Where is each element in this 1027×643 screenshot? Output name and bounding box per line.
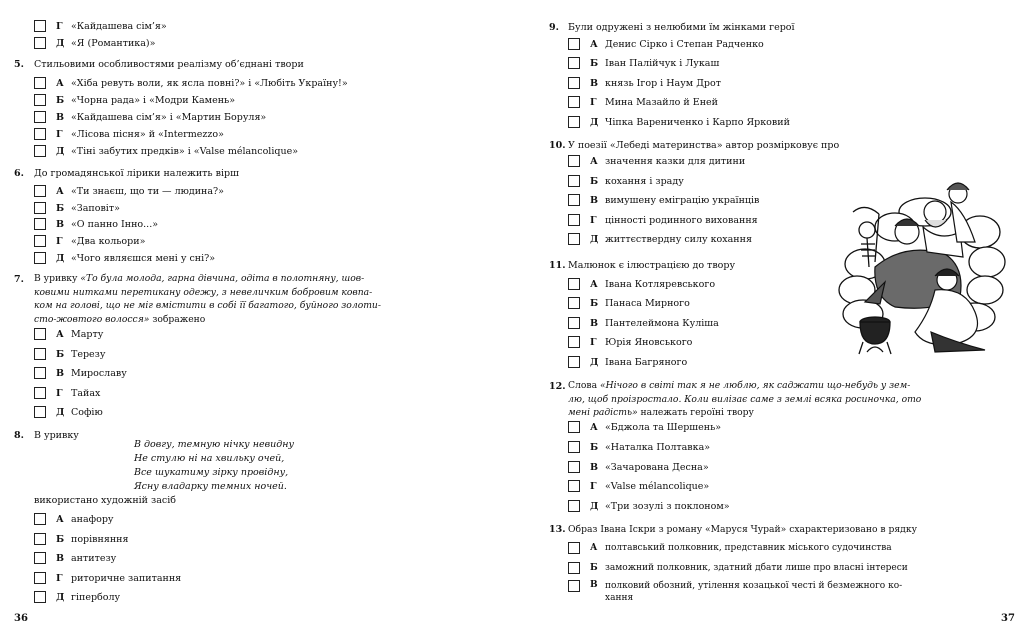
option-q10-v[interactable] bbox=[568, 193, 759, 207]
option-text: «Лісова пісня» й «Intermezzo» bbox=[71, 128, 224, 140]
option-letter: Б bbox=[56, 348, 65, 360]
option-text: Тайах bbox=[71, 387, 101, 399]
option-text: антитезу bbox=[71, 552, 117, 564]
option-q11-g[interactable] bbox=[568, 335, 692, 349]
option-text: «Бджола та Шершень» bbox=[605, 421, 722, 433]
option-text-line: хання bbox=[605, 593, 634, 603]
checkbox[interactable] bbox=[34, 533, 46, 545]
option-letter: А bbox=[590, 543, 598, 553]
quote-text: лю, щоб проізростало. Коли вилізає саме з землі всяка росиночка, ото bbox=[568, 393, 922, 405]
checkbox[interactable] bbox=[34, 128, 46, 140]
option-letter: Д bbox=[56, 406, 65, 418]
option-letter: Г bbox=[590, 96, 597, 108]
question-text: Образ Івана Іскри з роману «Маруся Чурай» схарактеризовано в рядку bbox=[568, 524, 917, 535]
checkbox[interactable] bbox=[34, 387, 46, 399]
option-text: «Хіба ревуть воли, як ясла повні?» і «Любіть Україну!» bbox=[71, 77, 348, 89]
option-letter: Б bbox=[590, 57, 599, 69]
option-q4-g[interactable] bbox=[34, 19, 167, 33]
option-text: порівняння bbox=[71, 533, 129, 545]
option-q5-b[interactable] bbox=[34, 93, 235, 107]
checkbox[interactable] bbox=[568, 77, 580, 89]
option-letter: Б bbox=[56, 533, 65, 545]
option-text: заможний полковник, здатний дбати лише про власні інтереси bbox=[605, 563, 908, 573]
poem-line: Все шукатиму зірку провідну, bbox=[134, 467, 289, 478]
option-text: «Valse mélancolique» bbox=[605, 480, 710, 492]
question-number: 7. bbox=[14, 274, 24, 285]
checkbox[interactable] bbox=[34, 572, 46, 584]
quote-text: ком на голові, що не міг вмістити в собі її багатого, буйного золоти- bbox=[34, 300, 381, 311]
option-letter: Д bbox=[590, 356, 599, 368]
checkbox[interactable] bbox=[568, 116, 580, 128]
checkbox[interactable] bbox=[34, 406, 46, 418]
option-q6-g[interactable] bbox=[34, 234, 145, 248]
option-letter: Д bbox=[56, 591, 65, 603]
checkbox[interactable] bbox=[568, 441, 580, 453]
option-letter: Г bbox=[56, 387, 63, 399]
illustration-figures-in-clouds-icon bbox=[835, 172, 1007, 358]
option-q12-g[interactable] bbox=[568, 479, 709, 493]
option-text: Пантелеймона Куліша bbox=[605, 317, 719, 329]
option-letter: Б bbox=[590, 563, 598, 573]
option-text bbox=[605, 580, 902, 604]
option-q8-g[interactable] bbox=[34, 571, 181, 585]
option-text: Мина Мазайло й Еней bbox=[605, 96, 718, 108]
checkbox[interactable] bbox=[568, 480, 580, 492]
option-q6-d[interactable] bbox=[34, 251, 215, 265]
option-text: Іван Палійчук і Лукаш bbox=[605, 57, 720, 69]
quote-text: «То була молода, гарна дівчина, одіта в полотняну, шов- bbox=[80, 273, 365, 284]
option-q9-d[interactable] bbox=[568, 115, 790, 129]
option-q10-a[interactable] bbox=[568, 154, 745, 168]
option-q10-b[interactable] bbox=[568, 174, 684, 188]
option-text-line: полковий обозний, утілення козацької честі й безмежного ко- bbox=[605, 581, 903, 591]
option-q9-a[interactable] bbox=[568, 37, 764, 51]
option-q7-b[interactable] bbox=[34, 347, 105, 361]
quote-text: мені радість» bbox=[568, 407, 638, 418]
checkbox[interactable] bbox=[568, 580, 580, 592]
checkbox[interactable] bbox=[34, 218, 46, 230]
option-q6-v[interactable] bbox=[34, 217, 158, 231]
option-q9-v[interactable] bbox=[568, 76, 721, 90]
option-text: полтавський полковник, представник міського судочинства bbox=[605, 543, 892, 553]
option-letter: Г bbox=[56, 235, 63, 247]
option-letter: Д bbox=[590, 233, 599, 245]
option-q7-d[interactable] bbox=[34, 405, 103, 419]
question-number: 5. bbox=[14, 59, 24, 70]
question-suffix: зображено bbox=[149, 313, 206, 325]
checkbox[interactable] bbox=[568, 194, 580, 206]
option-text: «О панно Інно...» bbox=[71, 218, 159, 230]
option-text: «Зачарована Десна» bbox=[605, 461, 709, 473]
option-q6-a[interactable] bbox=[34, 184, 224, 198]
option-letter: В bbox=[590, 461, 599, 473]
checkbox[interactable] bbox=[34, 185, 46, 197]
checkbox[interactable] bbox=[34, 552, 46, 564]
option-letter: Д bbox=[56, 252, 65, 264]
option-q8-a[interactable] bbox=[34, 512, 114, 526]
checkbox[interactable] bbox=[568, 38, 580, 50]
checkbox[interactable] bbox=[568, 421, 580, 433]
question-prefix: В уривку bbox=[34, 273, 81, 284]
option-q5-d[interactable] bbox=[34, 144, 298, 158]
option-text: «Кайдашева сім’я» і «Мартин Боруля» bbox=[71, 111, 267, 123]
right-page bbox=[513, 0, 1027, 643]
checkbox[interactable] bbox=[568, 461, 580, 473]
option-letter: А bbox=[590, 278, 598, 290]
question-number: 9. bbox=[549, 22, 559, 33]
option-text: «Заповіт» bbox=[71, 202, 120, 214]
option-text: «Ти знаєш, що ти — людина?» bbox=[71, 185, 224, 197]
option-q13-a[interactable] bbox=[568, 541, 892, 555]
checkbox[interactable] bbox=[34, 591, 46, 603]
option-letter: Д bbox=[590, 500, 599, 512]
option-letter: Г bbox=[590, 214, 597, 226]
option-letter: Б bbox=[590, 175, 599, 187]
question-text: До громадянської лірики належить вірш bbox=[34, 168, 239, 179]
option-q7-a[interactable] bbox=[34, 327, 103, 341]
left-page bbox=[0, 0, 513, 643]
option-q12-d[interactable] bbox=[568, 499, 730, 513]
page-number: 37 bbox=[1001, 613, 1015, 624]
question-number: 13. bbox=[549, 524, 566, 535]
option-text: Чіпка Варениченко і Карпо Ярковий bbox=[605, 116, 790, 128]
checkbox[interactable] bbox=[34, 94, 46, 106]
checkbox[interactable] bbox=[568, 317, 580, 329]
checkbox[interactable] bbox=[568, 336, 580, 348]
question-prefix: Слова bbox=[568, 380, 600, 391]
checkbox[interactable] bbox=[568, 155, 580, 167]
checkbox[interactable] bbox=[34, 252, 46, 264]
option-q4-d[interactable] bbox=[34, 36, 155, 50]
checkbox[interactable] bbox=[34, 513, 46, 525]
quote-text: «Нічого в світі так я не люблю, як саджати що-небудь у зем- bbox=[599, 380, 911, 391]
option-text: значення казки для дитини bbox=[605, 155, 746, 167]
checkbox[interactable] bbox=[34, 235, 46, 247]
option-letter: В bbox=[56, 218, 65, 230]
question-number: 11. bbox=[549, 260, 566, 271]
question-number: 12. bbox=[549, 381, 566, 392]
option-text: вимушену еміграцію українців bbox=[605, 194, 760, 206]
checkbox[interactable] bbox=[34, 111, 46, 123]
option-text: анафору bbox=[71, 513, 114, 525]
checkbox[interactable] bbox=[568, 278, 580, 290]
checkbox[interactable] bbox=[568, 233, 580, 245]
option-text: Марту bbox=[71, 328, 104, 340]
checkbox[interactable] bbox=[568, 96, 580, 108]
option-letter: Д bbox=[590, 116, 599, 128]
quote-text: ковими нитками перетикану одежу, з невеличким бобровим ковпа- bbox=[34, 286, 373, 298]
question-text: Малюнок є ілюстрацією до твору bbox=[568, 260, 736, 271]
checkbox[interactable] bbox=[34, 20, 46, 32]
option-text: риторичне запитання bbox=[71, 572, 182, 584]
checkbox[interactable] bbox=[34, 328, 46, 340]
option-q12-v[interactable] bbox=[568, 460, 709, 474]
option-q7-g[interactable] bbox=[34, 386, 100, 400]
option-letter: Г bbox=[590, 480, 597, 492]
option-text: Івана Котляревського bbox=[605, 278, 716, 290]
option-letter: В bbox=[56, 552, 65, 564]
option-letter: Г bbox=[56, 572, 63, 584]
poem-line: Ясну владарку темних ночей. bbox=[134, 481, 287, 492]
checkbox[interactable] bbox=[568, 175, 580, 187]
option-q11-b[interactable] bbox=[568, 296, 690, 310]
option-text: Мирославу bbox=[71, 367, 127, 379]
option-letter: Г bbox=[590, 336, 597, 348]
option-q11-d[interactable] bbox=[568, 355, 687, 369]
question-text bbox=[568, 379, 921, 420]
option-letter: А bbox=[56, 328, 64, 340]
checkbox[interactable] bbox=[34, 348, 46, 360]
option-q11-a[interactable] bbox=[568, 277, 715, 291]
option-q8-d[interactable] bbox=[34, 590, 120, 604]
checkbox[interactable] bbox=[34, 145, 46, 157]
option-q12-b[interactable] bbox=[568, 440, 710, 454]
option-q7-v[interactable] bbox=[34, 366, 127, 380]
option-text: «Три зозулі з поклоном» bbox=[605, 500, 730, 512]
option-letter: В bbox=[590, 317, 599, 329]
question-number: 6. bbox=[14, 168, 24, 179]
question-suffix: належать героїні твору bbox=[637, 407, 754, 418]
option-text: Терезу bbox=[71, 348, 106, 360]
option-text: «Тіні забутих предків» і «Valse mélancolique» bbox=[71, 145, 299, 157]
option-letter: В bbox=[590, 77, 599, 89]
question-text-continuation: використано художній засіб bbox=[34, 495, 176, 506]
option-text: життєствердну силу кохання bbox=[605, 233, 752, 245]
option-q6-b[interactable] bbox=[34, 201, 120, 215]
option-text: «Я (Романтика)» bbox=[71, 37, 156, 49]
option-letter: Б bbox=[590, 297, 599, 309]
option-letter: Б bbox=[56, 202, 65, 214]
option-letter: А bbox=[590, 38, 598, 50]
option-letter: В bbox=[590, 194, 599, 206]
checkbox[interactable] bbox=[34, 37, 46, 49]
question-text: Стильовими особливостями реалізму об’єднані твори bbox=[34, 59, 304, 70]
option-letter: В bbox=[56, 111, 65, 123]
poem-line: Не стулю ні на хвильку очей, bbox=[134, 453, 285, 464]
option-letter: А bbox=[56, 185, 64, 197]
checkbox[interactable] bbox=[568, 356, 580, 368]
option-q10-g[interactable] bbox=[568, 213, 758, 227]
option-q9-b[interactable] bbox=[568, 56, 719, 70]
option-text: «Два кольори» bbox=[71, 235, 146, 247]
option-q10-d[interactable] bbox=[568, 232, 752, 246]
checkbox[interactable] bbox=[568, 562, 580, 574]
checkbox[interactable] bbox=[568, 214, 580, 226]
checkbox[interactable] bbox=[568, 500, 580, 512]
option-text: князь Ігор і Наум Дрот bbox=[605, 77, 721, 89]
question-text bbox=[34, 272, 384, 326]
option-letter: Б bbox=[590, 441, 599, 453]
option-letter: В bbox=[56, 367, 65, 379]
option-text: «Чого являєшся мені у сні?» bbox=[71, 252, 216, 264]
option-text: «Кайдашева сім’я» bbox=[71, 20, 167, 32]
checkbox[interactable] bbox=[34, 77, 46, 89]
checkbox[interactable] bbox=[568, 297, 580, 309]
quote-text: сто-жовтого волосся» bbox=[34, 313, 150, 325]
option-letter: А bbox=[590, 155, 598, 167]
option-text: Панаса Мирного bbox=[605, 297, 690, 309]
question-text: Були одружені з нелюбими їм жінками герої bbox=[568, 22, 795, 33]
option-q11-v[interactable] bbox=[568, 316, 719, 330]
poem-line: В довгу, темную нічку невидну bbox=[134, 439, 295, 450]
option-q8-b[interactable] bbox=[34, 532, 129, 546]
option-letter: В bbox=[590, 580, 598, 590]
option-q8-v[interactable] bbox=[34, 551, 116, 565]
checkbox[interactable] bbox=[568, 542, 580, 554]
option-text: «Чорна рада» і «Модри Камень» bbox=[71, 94, 236, 106]
option-q5-a[interactable] bbox=[34, 76, 348, 90]
option-q5-g[interactable] bbox=[34, 127, 224, 141]
option-letter: Г bbox=[56, 20, 63, 32]
option-letter: Д bbox=[56, 37, 65, 49]
option-q12-a[interactable] bbox=[568, 420, 721, 434]
option-letter: Г bbox=[56, 128, 63, 140]
option-letter: Д bbox=[56, 145, 65, 157]
question-text: В уривку bbox=[34, 430, 79, 441]
option-text: Денис Сірко і Степан Радченко bbox=[605, 38, 764, 50]
option-text: Івана Багряного bbox=[605, 356, 688, 368]
checkbox[interactable] bbox=[34, 202, 46, 214]
checkbox[interactable] bbox=[34, 367, 46, 379]
option-letter: А bbox=[56, 77, 64, 89]
page-number: 36 bbox=[14, 613, 28, 624]
question-number: 10. bbox=[549, 140, 566, 151]
question-text: У поезії «Лебеді материнства» автор розмірковує про bbox=[568, 140, 840, 151]
option-letter: А bbox=[56, 513, 64, 525]
option-text: Юрія Яновського bbox=[605, 336, 693, 348]
option-text: цінності родинного виховання bbox=[605, 214, 758, 226]
option-letter: А bbox=[590, 421, 598, 433]
option-letter: Б bbox=[56, 94, 65, 106]
option-text: «Наталка Полтавка» bbox=[605, 441, 711, 453]
option-text: Софію bbox=[71, 406, 103, 418]
option-q9-g[interactable] bbox=[568, 95, 718, 109]
poem-excerpt bbox=[134, 438, 294, 494]
option-text: гіперболу bbox=[71, 591, 121, 603]
option-q13-b[interactable] bbox=[568, 561, 908, 575]
question-number: 8. bbox=[14, 430, 24, 441]
option-q13-v[interactable] bbox=[568, 580, 902, 608]
checkbox[interactable] bbox=[568, 57, 580, 69]
option-text: кохання і зраду bbox=[605, 175, 684, 187]
option-q5-v[interactable] bbox=[34, 110, 266, 124]
